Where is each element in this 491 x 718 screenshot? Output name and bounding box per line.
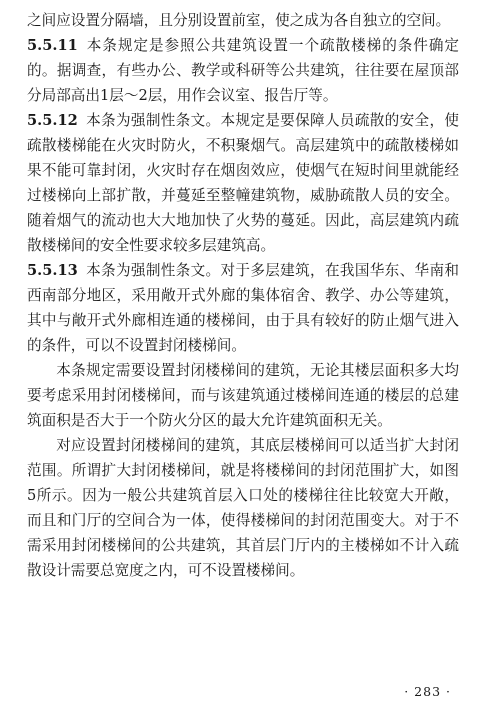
clause-5-5-11 xyxy=(27,33,459,108)
paragraph-expanded-enclosure xyxy=(27,433,459,583)
paragraph-enclosed-stair-requirement xyxy=(27,358,459,433)
paragraph-text: 本条为强制性条文。对于多层建筑，在我国华东、华南和西南部分地区，采用敞开式外廊的集体宿舍、教学、办公等建筑，其中与敞开式外廊相连通的楼梯间，由于具有较好的防止烟气进入的条件，可以不设置封闭楼梯间。 xyxy=(27,262,459,354)
paragraph-text: 本条规定是参照公共建筑设置一个疏散楼梯的条件确定的。据调查，有些办公、教学或科研等公共建筑，往往要在屋顶部分局部高出1层～2层，用作会议室、报告厅等。 xyxy=(27,37,459,104)
clause-5-5-12 xyxy=(27,108,459,258)
clause-number: 5.5.11 xyxy=(27,37,78,54)
body-text xyxy=(27,8,459,583)
paragraph-text: 本条为强制性条文。本规定是要保障人员疏散的安全，使疏散楼梯能在火灾时防火，不积聚烟气。高层建筑中的疏散楼梯如果不能可靠封闭，火灾时存在烟囱效应，使烟气在短时间里就能经过楼梯向上部扩散，并蔓延至整幢建筑物，威胁疏散人员的安全。随着烟气的流动也大大地加快了火势的蔓延。因此，高层建筑内疏散楼梯间的安全性要求较多层建筑高。 xyxy=(27,112,459,254)
clause-5-5-13 xyxy=(27,258,459,358)
paragraph-text: 对应设置封闭楼梯间的建筑，其底层楼梯间可以适当扩大封闭范围。所谓扩大封闭楼梯间，就是将楼梯间的封闭范围扩大，如图5所示。因为一般公共建筑首层入口处的楼梯往往比较宽大开敞，而且和门厅的空间合为一体，使得楼梯间的封闭范围变大。对于不需采用封闭楼梯间的公共建筑，其首层门厅内的主楼梯如不计入疏散设计需要总宽度之内，可不设置楼梯间。 xyxy=(27,437,459,579)
clause-number: 5.5.12 xyxy=(27,112,78,129)
page-number: · 283 · xyxy=(404,684,451,699)
paragraph-text: 之间应设置分隔墙，且分别设置前室，使之成为各自独立的空间。 xyxy=(27,12,451,29)
clause-number: 5.5.13 xyxy=(27,262,78,279)
paragraph-text: 本条规定需要设置封闭楼梯间的建筑，无论其楼层面积多大均要考虑采用封闭楼梯间，而与该建筑通过楼梯间连通的楼层的总建筑面积是否大于一个防火分区的最大允许建筑面积无关。 xyxy=(27,362,459,429)
paragraph-continuation xyxy=(27,8,459,33)
